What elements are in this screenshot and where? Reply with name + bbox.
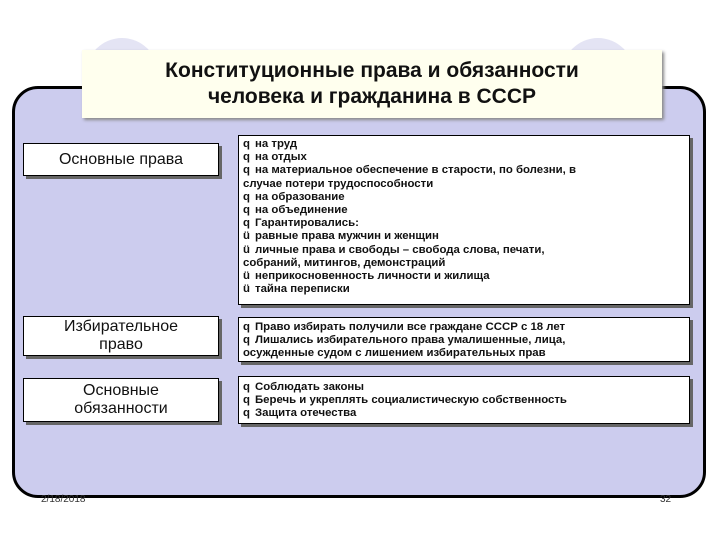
list-item: [243, 407, 685, 420]
list-item: [243, 381, 685, 394]
list-item: [243, 204, 685, 217]
list-item-continuation: [243, 347, 685, 360]
list-item-text: Защита отечества: [255, 407, 357, 420]
list-item: [243, 270, 685, 283]
list-item-text: Беречь и укреплять социалистическую собственность: [255, 394, 567, 407]
list-item-text: случае потери трудоспособности: [243, 177, 434, 190]
row-label-line: обязанности: [74, 400, 168, 417]
list-item-continuation: [243, 257, 685, 270]
check-icon: ü: [243, 243, 250, 256]
check-icon: ü: [243, 283, 250, 296]
list-item-text: Право избирать получили все граждане СССР с 18 лет: [255, 321, 566, 333]
bullet-icon: q: [243, 138, 250, 150]
row-content-electoral-right: [238, 317, 690, 362]
list-item: [243, 230, 685, 243]
list-item-text: на труд: [255, 138, 298, 150]
list-item: [243, 217, 685, 230]
list-item: [243, 244, 685, 257]
list-item-text: на объединение: [255, 204, 348, 217]
list-item-text: равные права мужчин и женщин: [255, 230, 439, 243]
bullet-icon: q: [243, 334, 250, 347]
bullet-icon: q: [243, 394, 250, 407]
list-item: [243, 394, 685, 407]
row-label-basic-rights: [23, 143, 219, 176]
slide-title: [82, 50, 662, 118]
bullet-icon: q: [243, 407, 250, 420]
list-item-text: Лишались избирательного права умалишенные, лица,: [255, 334, 566, 347]
list-item-text: на образование: [255, 190, 345, 203]
list-item-text: личные права и свободы – свобода слова, печати,: [255, 243, 545, 256]
row-content-basic-duties: [238, 376, 690, 424]
list-item: [243, 138, 685, 151]
bullet-icon: q: [243, 151, 250, 164]
row-label-line: Избирательное: [63, 318, 179, 335]
row-label-line: право: [99, 336, 143, 353]
list-item-text: на материальное обеспечение в старости, по болезни, в: [255, 164, 576, 177]
list-item-text: на отдых: [255, 151, 307, 164]
row-label-basic-duties: [23, 378, 219, 422]
bullet-icon: q: [243, 164, 250, 177]
list-item-text: тайна переписки: [255, 283, 350, 296]
title-line-2: человека и гражданина в СССР: [207, 85, 537, 108]
list-item: [243, 151, 685, 164]
page-number: 32: [660, 494, 672, 505]
list-item: [243, 164, 685, 177]
list-item-text: неприкосновенность личности и жилища: [255, 270, 490, 283]
list-item-text: Соблюдать законы: [255, 381, 365, 393]
row-label-line: Основные права: [58, 150, 184, 168]
list-item-text: собраний, митингов, демонстраций: [243, 256, 446, 269]
bullet-icon: q: [243, 381, 250, 393]
list-item-text: осужденные судом с лишением избирательных прав: [243, 347, 546, 360]
list-item-text: Гарантировались:: [255, 217, 359, 230]
row-label-electoral-right: [23, 316, 219, 356]
list-item: [243, 334, 685, 347]
slide-date: 2/18/2018: [41, 494, 86, 505]
bullet-icon: q: [243, 204, 250, 217]
list-item: [243, 191, 685, 204]
row-label-line: Основные: [83, 382, 159, 399]
check-icon: ü: [243, 230, 250, 243]
title-line-1: Конституционные права и обязанности: [165, 59, 579, 82]
list-item-continuation: [243, 178, 685, 191]
check-icon: ü: [243, 270, 250, 283]
row-content-basic-rights: [238, 135, 690, 305]
bullet-icon: q: [243, 321, 250, 333]
list-item: [243, 283, 685, 296]
list-item: [243, 321, 685, 334]
bullet-icon: q: [243, 190, 250, 203]
bullet-icon: q: [243, 217, 250, 230]
